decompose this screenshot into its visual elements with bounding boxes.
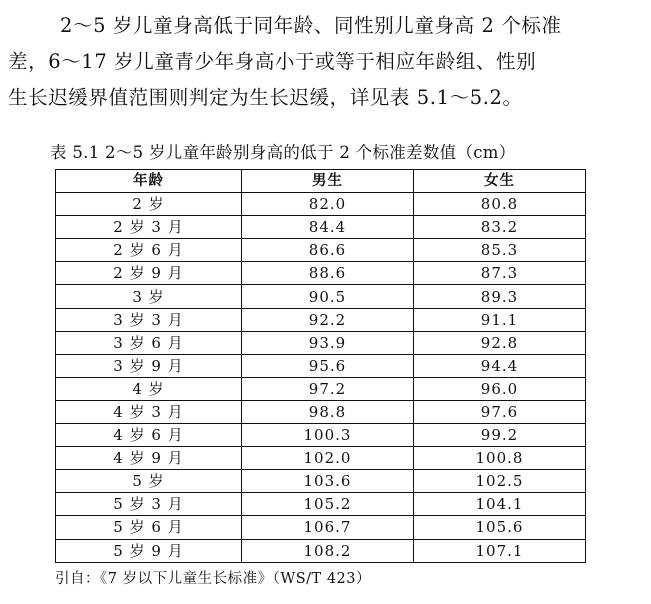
table-caption: 表 5.1 2～5 岁儿童年龄别身高的低于 2 个标准差数值（cm）: [50, 143, 516, 162]
body-paragraph: [8, 8, 643, 116]
age-cell: 5 岁: [56, 470, 242, 493]
table-body: [56, 193, 586, 563]
age-cell: 2 岁 3 月: [56, 216, 242, 239]
girls-height-cell: 96.0: [414, 377, 586, 400]
table-row: [56, 539, 586, 562]
table-header-row: [56, 170, 586, 193]
table-row: [56, 216, 586, 239]
age-cell: 3 岁: [56, 285, 242, 308]
table-row: [56, 193, 586, 216]
boys-height-cell: 106.7: [242, 516, 414, 539]
table-row: [56, 377, 586, 400]
girls-height-cell: 83.2: [414, 216, 586, 239]
table-row: [56, 285, 586, 308]
boys-height-cell: 88.6: [242, 262, 414, 285]
boys-height-cell: 95.6: [242, 354, 414, 377]
age-cell: 5 岁 6 月: [56, 516, 242, 539]
boys-height-cell: 92.2: [242, 308, 414, 331]
table-row: [56, 470, 586, 493]
girls-height-cell: 91.1: [414, 308, 586, 331]
age-cell: 5 岁 3 月: [56, 493, 242, 516]
boys-height-cell: 102.0: [242, 447, 414, 470]
table-row: [56, 424, 586, 447]
paragraph-line-1: 2～5 岁儿童身高低于同年龄、同性别儿童身高 2 个标准: [60, 14, 562, 37]
age-cell: 4 岁: [56, 377, 242, 400]
boys-height-cell: 84.4: [242, 216, 414, 239]
girls-height-cell: 102.5: [414, 470, 586, 493]
age-cell: 2 岁: [56, 193, 242, 216]
boys-height-cell: 98.8: [242, 400, 414, 423]
age-cell: 2 岁 6 月: [56, 239, 242, 262]
table-row: [56, 331, 586, 354]
girls-height-cell: 99.2: [414, 424, 586, 447]
boys-height-cell: 86.6: [242, 239, 414, 262]
table-row: [56, 239, 586, 262]
age-cell: 3 岁 6 月: [56, 331, 242, 354]
table-row: [56, 493, 586, 516]
girls-height-cell: 87.3: [414, 262, 586, 285]
paragraph-line-3: 生长迟缓界值范围则判定为生长迟缓，详见表 5.1～5.2。: [8, 86, 523, 109]
header-girls: 女生: [414, 170, 586, 193]
age-cell: 4 岁 9 月: [56, 447, 242, 470]
boys-height-cell: 93.9: [242, 331, 414, 354]
paragraph-line-2: 差，6～17 岁儿童青少年身高小于或等于相应年龄组、性别: [8, 50, 537, 73]
boys-height-cell: 108.2: [242, 539, 414, 562]
table-row: [56, 447, 586, 470]
girls-height-cell: 100.8: [414, 447, 586, 470]
girls-height-cell: 94.4: [414, 354, 586, 377]
table-row: [56, 400, 586, 423]
table-row: [56, 262, 586, 285]
table-row: [56, 516, 586, 539]
boys-height-cell: 82.0: [242, 193, 414, 216]
boys-height-cell: 103.6: [242, 470, 414, 493]
boys-height-cell: 97.2: [242, 377, 414, 400]
boys-height-cell: 105.2: [242, 493, 414, 516]
girls-height-cell: 97.6: [414, 400, 586, 423]
girls-height-cell: 104.1: [414, 493, 586, 516]
age-cell: 4 岁 6 月: [56, 424, 242, 447]
boys-height-cell: 90.5: [242, 285, 414, 308]
header-age: 年龄: [56, 170, 242, 193]
girls-height-cell: 107.1: [414, 539, 586, 562]
age-cell: 3 岁 9 月: [56, 354, 242, 377]
age-cell: 2 岁 9 月: [56, 262, 242, 285]
age-cell: 5 岁 9 月: [56, 539, 242, 562]
girls-height-cell: 105.6: [414, 516, 586, 539]
source-citation: 引自：《7 岁以下儿童生长标准》（WS/T 423）: [55, 571, 372, 587]
header-boys: 男生: [242, 170, 414, 193]
girls-height-cell: 80.8: [414, 193, 586, 216]
height-table: [55, 169, 586, 563]
age-cell: 3 岁 3 月: [56, 308, 242, 331]
girls-height-cell: 92.8: [414, 331, 586, 354]
table-row: [56, 308, 586, 331]
girls-height-cell: 89.3: [414, 285, 586, 308]
girls-height-cell: 85.3: [414, 239, 586, 262]
age-cell: 4 岁 3 月: [56, 400, 242, 423]
table-row: [56, 354, 586, 377]
boys-height-cell: 100.3: [242, 424, 414, 447]
